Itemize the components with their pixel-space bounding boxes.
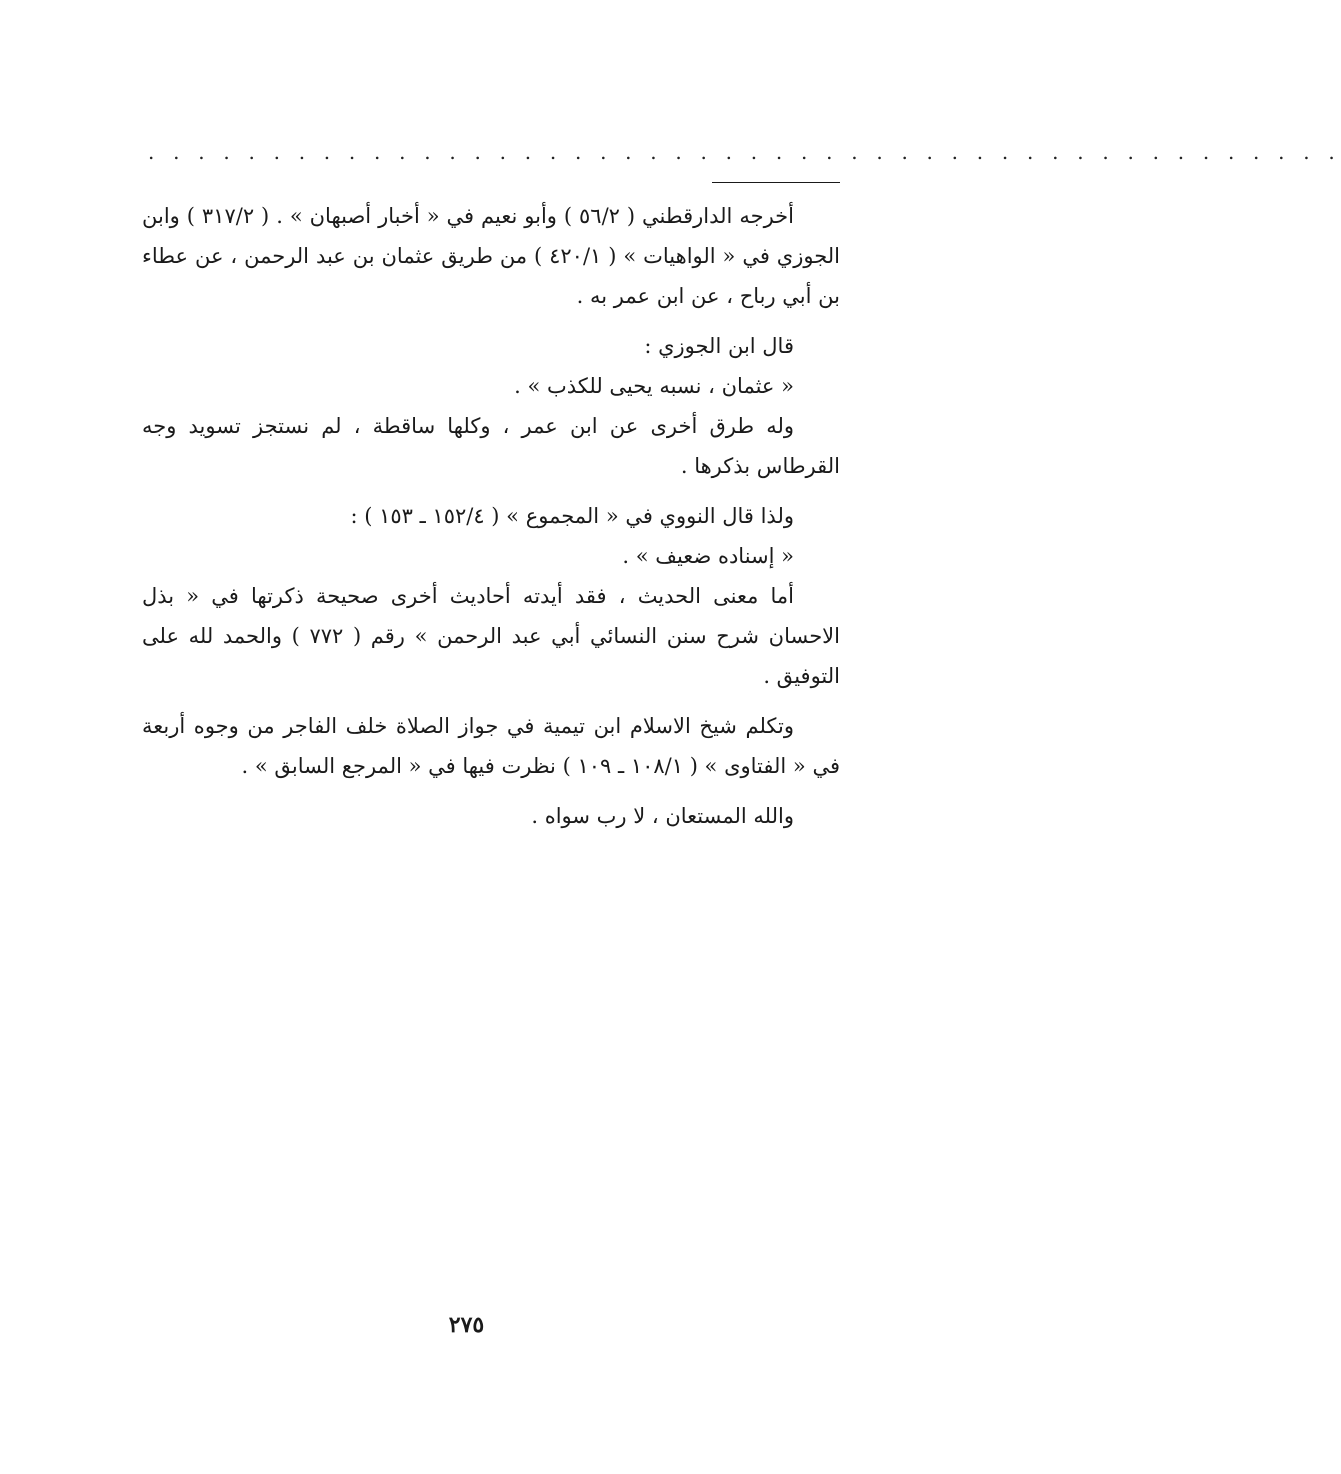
paragraph-nawawi-intro: ولذا قال النووي في « المجموع » ( ١٥٢/٤ ـ ١٥٣ ) : bbox=[350, 504, 794, 528]
quote-nawawi: « إسناده ضعيف » . bbox=[622, 544, 794, 568]
paragraph-takhrij: أخرجه الدارقطني ( ٥٦/٢ ) وأبو نعيم في « أخبار أصبهان » . ( ٣١٧/٢ ) وابن الجوزي في « الواهيات » ( ٤٢٠/١ ) من طريق عثمان بن عبد الرحمن ، عن عطاء بن أبي رباح ، عن ابن عمر به . bbox=[142, 204, 841, 308]
quote-ibn-jawzi: « عثمان ، نسبه يحيى للكذب » . bbox=[514, 374, 794, 398]
page-number: ٢٧٥ bbox=[448, 1312, 485, 1338]
paragraph-closing: والله المستعان ، لا رب سواه . bbox=[531, 804, 794, 828]
footnote-text bbox=[142, 196, 840, 846]
dotted-separator: . . . . . . . . . . . . . . . . . . . . . . . . . . . . . . . . . . . . . . . . . . . . . . . . bbox=[148, 140, 1341, 164]
footnote-rule bbox=[712, 182, 840, 183]
paragraph-ibn-taymiyyah: وتكلم شيخ الاسلام ابن تيمية في جواز الصلاة خلف الفاجر من وجوه أربعة في « الفتاوى » ( ١٠٨/١ ـ ١٠٩ ) نظرت فيها في « المرجع السابق » . bbox=[142, 714, 840, 778]
paragraph-ibn-jawzi-intro: قال ابن الجوزي : bbox=[644, 334, 794, 358]
paragraph-other-routes: وله طرق أخرى عن ابن عمر ، وكلها ساقطة ، لم نستجز تسويد وجه القرطاس بذكرها . bbox=[142, 414, 840, 478]
paragraph-meaning: أما معنى الحديث ، فقد أيدته أحاديث أخرى صحيحة ذكرتها في « بذل الاحسان شرح سنن النسائي أبي عبد الرحمن » رقم ( ٧٧٢ ) والحمد لله على التوفيق . bbox=[142, 584, 840, 688]
